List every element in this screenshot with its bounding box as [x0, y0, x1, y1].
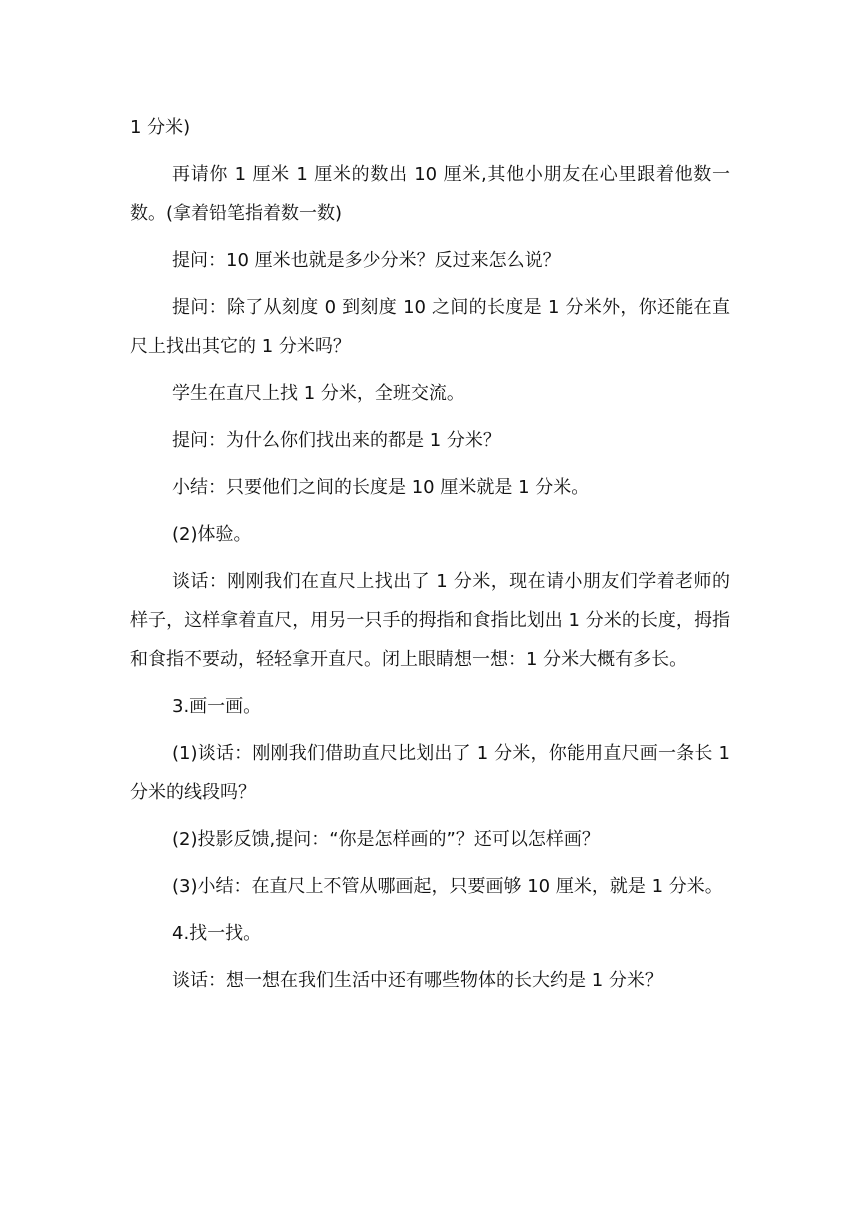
paragraph-draw-feedback: (2)投影反馈,提问：“你是怎样画的”？还可以怎样画？ [172, 829, 600, 850]
paragraph-find-talk: 谈话：想一想在我们生活中还有哪些物体的长大约是 1 分米？ [172, 970, 663, 991]
paragraph-question-dm: 提问：10 厘米也就是多少分米？反过来怎么说？ [172, 250, 561, 271]
paragraph-summary-1: 小结：只要他们之间的长度是 10 厘米就是 1 分米。 [172, 477, 590, 498]
paragraph-question-why: 提问：为什么你们找出来的都是 1 分米？ [172, 430, 501, 451]
paragraph-heading-draw: 3.画一画。 [172, 696, 262, 717]
paragraph-continuation: 1 分米) [130, 117, 191, 138]
paragraph-count-ten-cm: 再请你 1 厘米 1 厘米的数出 10 厘米,其他小朋友在心里跟着他数一数。(拿着铅笔指着数一数) [130, 164, 730, 224]
paragraph-heading-experience: (2)体验。 [172, 524, 252, 545]
paragraph-question-find-other: 提问：除了从刻度 0 到刻度 10 之间的长度是 1 分米外，你还能在直尺上找出其它的 1 分米吗？ [130, 297, 730, 357]
document-body [130, 108, 730, 1008]
paragraph-heading-find: 4.找一找。 [172, 923, 262, 944]
paragraph-talk-gesture: 谈话：刚刚我们在直尺上找出了 1 分米，现在请小朋友们学着老师的样子，这样拿着直尺，用另一只手的拇指和食指比划出 1 分米的长度，拇指和食指不要动，轻轻拿开直尺。闭上眼睛想一想：1 分米大概有多长。 [130, 571, 730, 670]
paragraph-draw-talk: (1)谈话：刚刚我们借助直尺比划出了 1 分米，你能用直尺画一条长 1 分米的线段吗？ [130, 743, 730, 803]
paragraph-student-find: 学生在直尺上找 1 分米，全班交流。 [172, 383, 465, 404]
paragraph-draw-summary: (3)小结：在直尺上不管从哪画起，只要画够 10 厘米，就是 1 分米。 [172, 876, 723, 897]
